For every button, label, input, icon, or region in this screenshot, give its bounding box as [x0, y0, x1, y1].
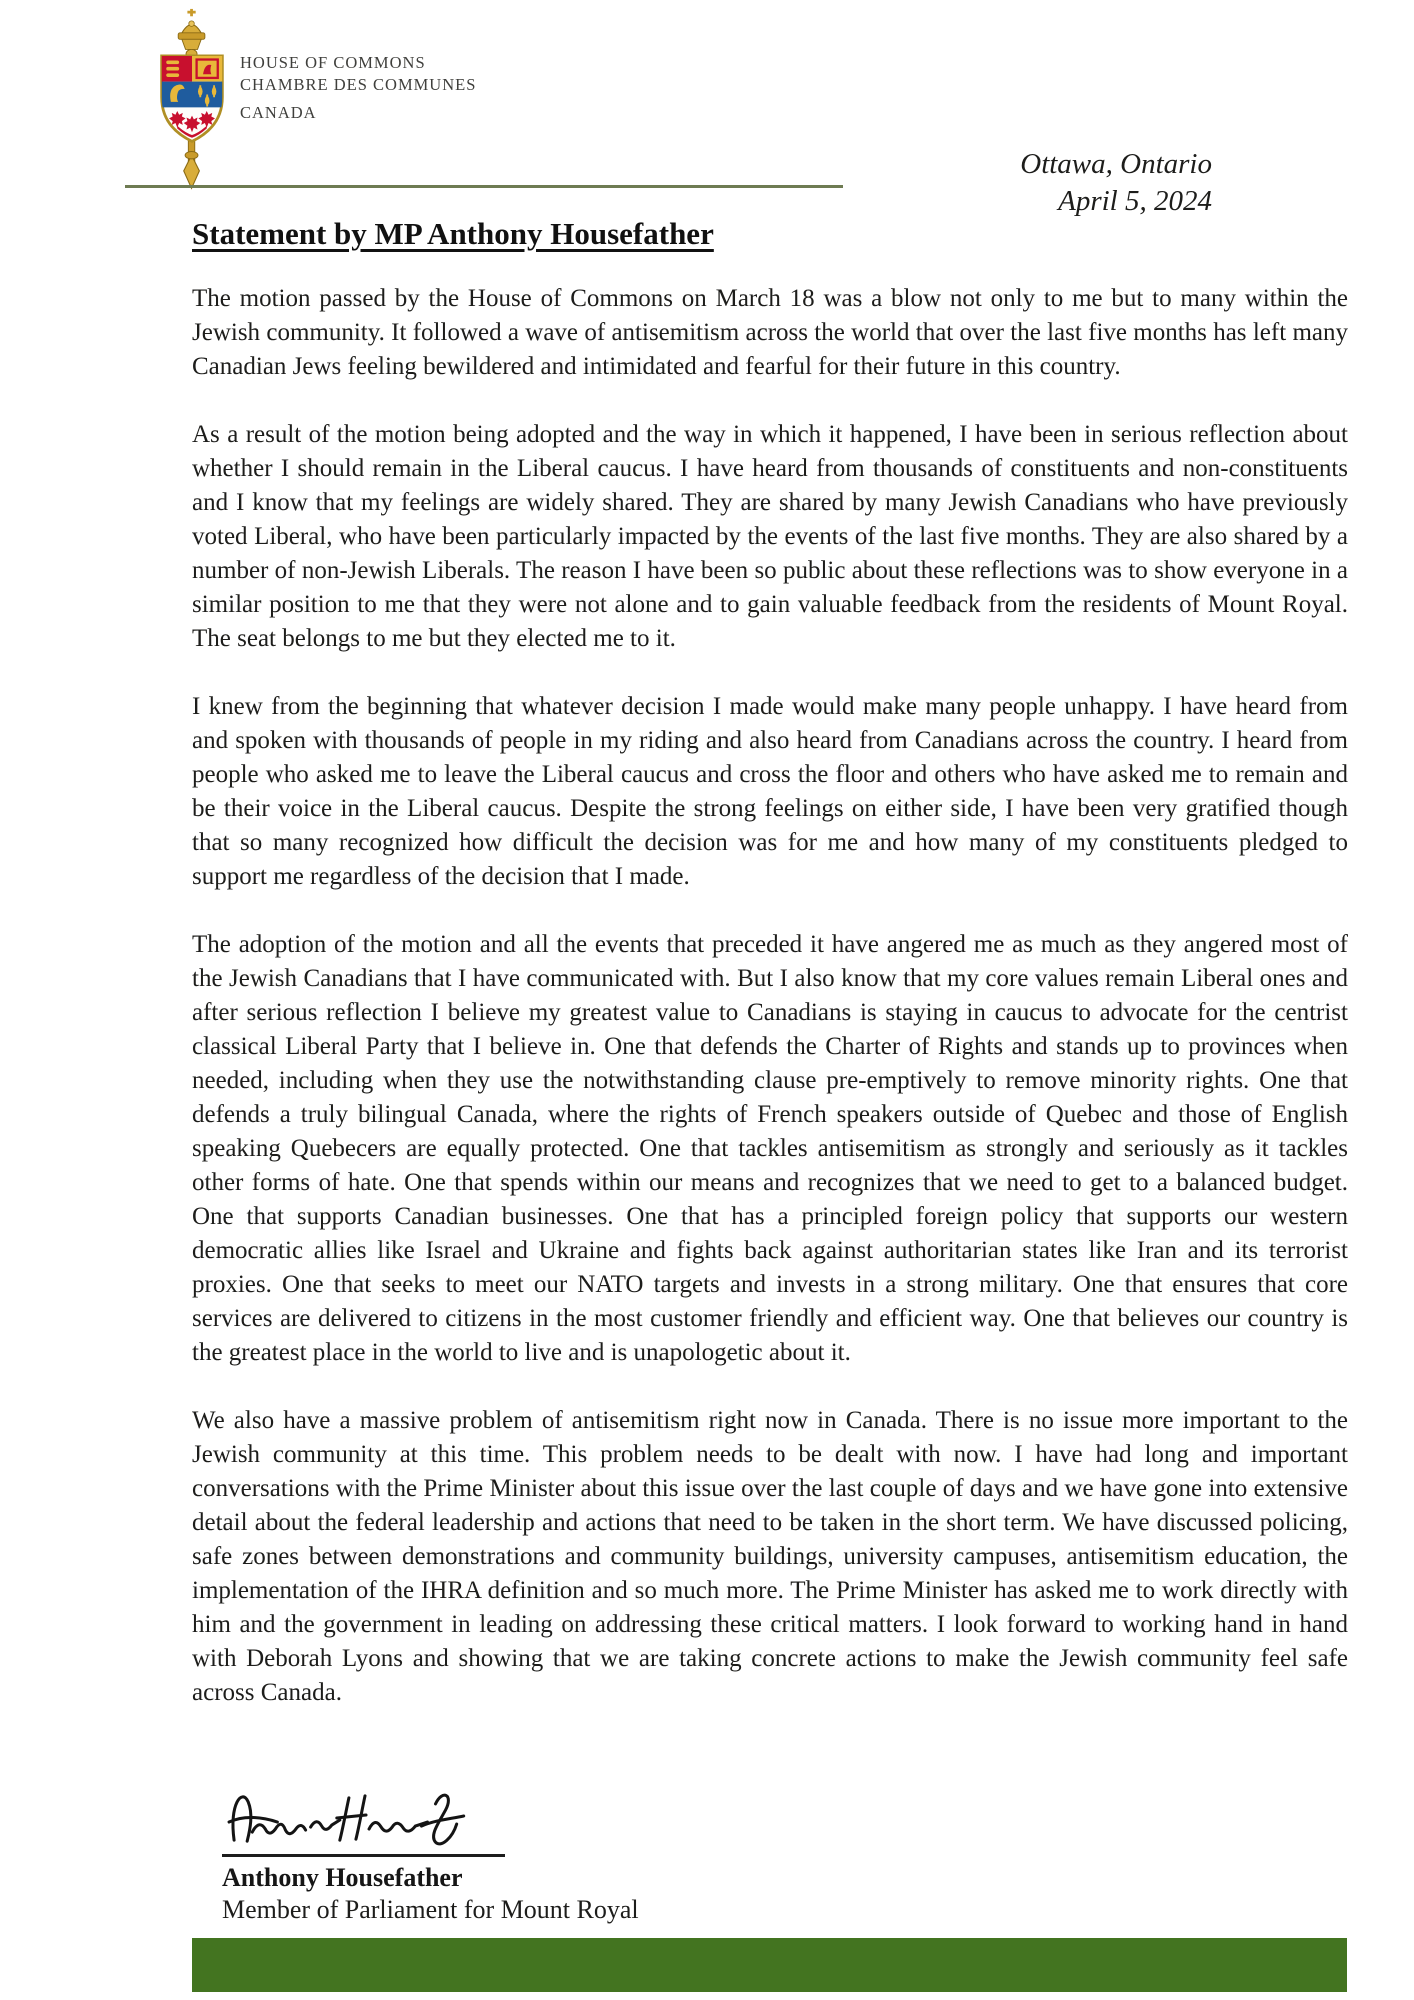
org-name-en: HOUSE OF COMMONS	[240, 53, 426, 72]
org-name-fr: CHAMBRE DES COMMUNES	[240, 75, 477, 94]
letter-paragraph: As a result of the motion being adopted and the way in which it happened, I have been in serious reflection about whether I should remain in the Liberal caucus. I have heard from thousands of constituents and non-constituents and I know that my feelings are widely shared. They are shared by many Jewish Canadians who have previously voted Liberal, who have been particularly impacted by the events of the last five months. They are also shared by a number of non-Jewish Liberals. The reason I have been so public about these reflections was to show everyone in a similar position to me that they were not alone and to gain valuable feedback from the residents of Mount Royal. The seat belongs to me but they elected me to it.	[192, 421, 1348, 652]
signature-icon	[222, 1780, 504, 1854]
statement-title: Statement by MP Anthony Housefather	[192, 216, 714, 251]
letter-paragraph: We also have a massive problem of antisemitism right now in Canada. There is no issue more important to the Jewish community at this time. This problem needs to be dealt with now. I have had long and important conversations with the Prime Minister about this issue over the last couple of days and we have gone into extensive detail about the federal leadership and actions that need to be taken in the short term. We have discussed policing, safe zones between demonstrations and community buildings, university campuses, antisemitism education, the implementation of the IHRA definition and so much more. The Prime Minister has asked me to work directly with him and the government in leading on addressing these critical matters. I look forward to working hand in hand with Deborah Lyons and showing that we are taking concrete actions to make the Jewish community feel safe across Canada.	[192, 1407, 1348, 1706]
letterhead-rule	[125, 185, 843, 188]
letter-paragraph: The adoption of the motion and all the events that preceded it have angered me as much as they angered most of the Jewish Canadians that I have communicated with. But I also know that my core values remain Liberal ones and after serious reflection I believe my greatest value to Canadians is staying in caucus to advocate for the centrist classical Liberal Party that I believe in. One that defends the Charter of Rights and stands up to provinces when needed, including when they use the notwithstanding clause pre-emptively to remove minority rights. One that defends a truly bilingual Canada, where the rights of French speakers outside of Quebec and those of English speaking Quebecers are equally protected. One that tackles antisemitism as strongly and seriously as it tackles other forms of hate. One that spends within our means and recognizes that we need to get to a balanced budget. One that supports Canadian businesses. One that has a principled foreign policy that supports our western democratic allies like Israel and Ukraine and fights back against authoritarian states like Iran and its terrorist proxies. One that seeks to meet our NATO targets and invests in a strong military. One that ensures that core services are delivered to citizens in the most customer friendly and efficient way. One that believes our country is the greatest place in the world to live and is unapologetic about it.	[192, 931, 1348, 1366]
house-of-commons-crest-icon	[150, 8, 234, 192]
footer-green-bar	[192, 1938, 1347, 1992]
letterhead-org-block	[240, 52, 476, 124]
dateline-date: April 5, 2024	[1058, 185, 1212, 217]
dateline-location: Ottawa, Ontario	[1020, 148, 1212, 180]
org-country: CANADA	[240, 103, 317, 122]
letter-paragraph: I knew from the beginning that whatever decision I made would make many people unhappy. I have heard from and spoken with thousands of people in my riding and also heard from Canadians across the country. I heard from people who asked me to leave the Liberal caucus and cross the floor and others who have asked me to remain and be their voice in the Liberal caucus. Despite the strong feelings on either side, I have been very gratified though that so many recognized how difficult the decision was for me and how many of my constituents pledged to support me regardless of the decision that I made.	[192, 693, 1348, 890]
letter-paragraph: The motion passed by the House of Commons on March 18 was a blow not only to me but to many within the Jewish community. It followed a wave of antisemitism across the world that over the last five months has left many Canadian Jews feeling bewildered and intimidated and fearful for their future in this country.	[192, 285, 1348, 380]
signature-line	[222, 1854, 505, 1857]
signatory-name: Anthony Housefather	[222, 1863, 463, 1892]
signatory-role: Member of Parliament for Mount Royal	[222, 1895, 639, 1924]
dateline	[750, 146, 1212, 220]
letter-body	[192, 282, 1348, 1744]
